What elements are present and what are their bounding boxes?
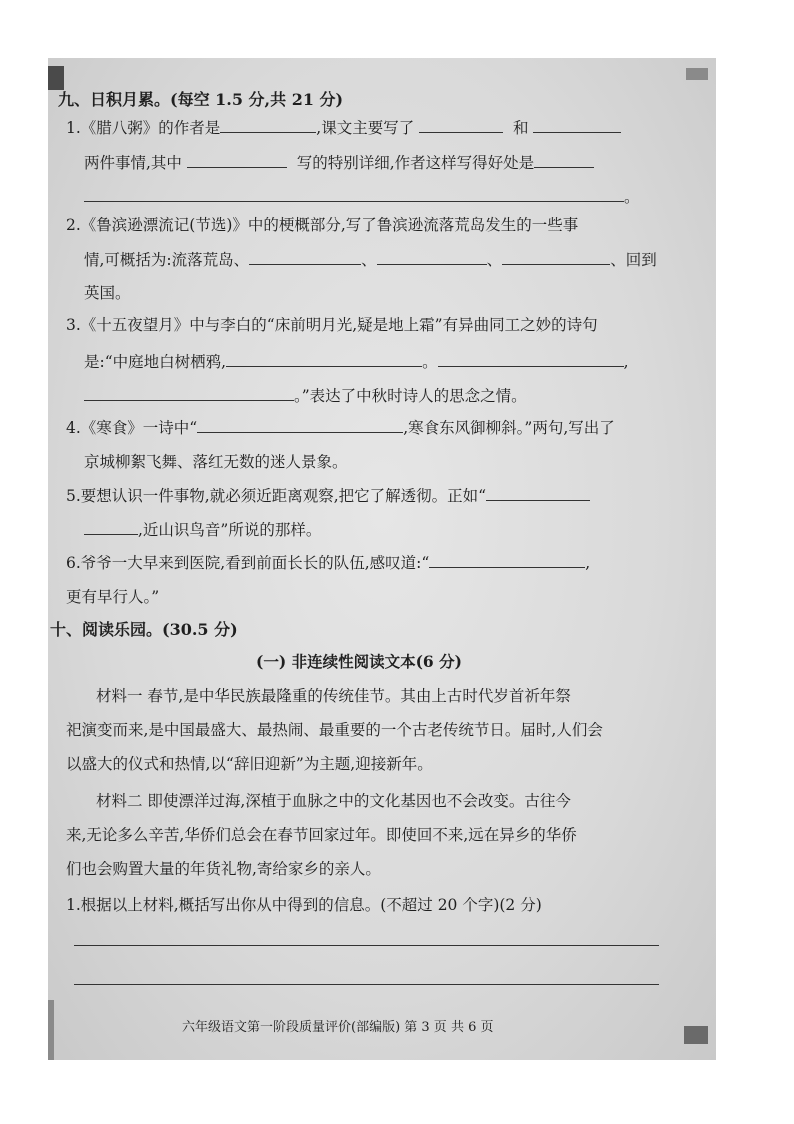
- answer-blank[interactable]: [84, 520, 138, 535]
- section-10-title: 十、阅读乐园。(30.5 分): [50, 620, 238, 639]
- q1-line1: 1.《腊八粥》的作者是 ,课文主要写了 和: [66, 118, 621, 138]
- answer-blank[interactable]: [187, 153, 287, 168]
- q2-line3: 英国。: [84, 284, 131, 302]
- q2-line2: 情,可概括为:流落荒岛、 、 、 、回到: [84, 251, 657, 269]
- reading-q1: 1.根据以上材料,概括写出你从中得到的信息。(不超过 20 个字)(2 分): [66, 896, 542, 914]
- answer-blank[interactable]: [226, 352, 422, 367]
- answer-blank[interactable]: [377, 250, 487, 265]
- answer-blank[interactable]: [486, 486, 590, 501]
- answer-blank[interactable]: [84, 386, 294, 401]
- answer-line[interactable]: [74, 945, 659, 946]
- q1-line2: 两件事情,其中 写的特别详细,作者这样写得好处是: [84, 153, 594, 173]
- material-1-line: 祀演变而来,是中国最盛大、最热闹、最重要的一个古老传统节日。届时,人们会: [66, 721, 603, 739]
- q1-line3: 。: [84, 187, 640, 207]
- page-tab-mark: [684, 1026, 708, 1044]
- material-1-line: 以盛大的仪式和热情,以“辞旧迎新”为主题,迎接新年。: [66, 755, 433, 773]
- answer-blank[interactable]: [429, 553, 585, 568]
- q2-line1: 2.《鲁滨逊漂流记(节选)》中的梗概部分,写了鲁滨逊流落荒岛发生的一些事: [66, 216, 579, 234]
- sub-section-title: (一) 非连续性阅读文本(6 分): [256, 652, 462, 671]
- answer-blank[interactable]: [533, 118, 621, 133]
- answer-blank[interactable]: [197, 418, 403, 433]
- page-footer: 六年级语文第一阶段质量评价(部编版) 第 3 页 共 6 页: [182, 1020, 494, 1035]
- q5-line1: 5.要想认识一件事物,就必须近距离观察,把它了解透彻。正如“: [66, 486, 590, 506]
- material-2-line: 材料二 即使漂洋过海,深植于血脉之中的文化基因也不会改变。古往今: [96, 792, 571, 810]
- material-1-line: 材料一 春节,是中华民族最隆重的传统佳节。其由上古时代岁首祈年祭: [96, 687, 571, 705]
- answer-blank[interactable]: [438, 352, 624, 367]
- answer-blank[interactable]: [419, 118, 503, 133]
- corner-shadow: [48, 1000, 54, 1060]
- answer-blank[interactable]: [220, 118, 316, 133]
- answer-blank[interactable]: [534, 153, 594, 168]
- q6-line2: 更有早行人。”: [66, 588, 160, 606]
- section-9-title: 九、日积月累。(每空 1.5 分,共 21 分): [58, 90, 344, 109]
- q3-line2: 是:“中庭地白树栖鸦, 。 ,: [84, 353, 629, 371]
- q3-line1: 3.《十五夜望月》中与李白的“床前明月光,疑是地上霜”有异曲同工之妙的诗句: [66, 316, 598, 334]
- q3-line3: 。”表达了中秋时诗人的思念之情。: [84, 386, 527, 406]
- q4-line2: 京城柳絮飞舞、落红无数的迷人景象。: [84, 453, 348, 471]
- page-tab-mark: [686, 68, 708, 80]
- material-2-line: 来,无论多么辛苦,华侨们总会在春节回家过年。即使回不来,远在异乡的华侨: [66, 826, 577, 844]
- answer-line[interactable]: [74, 984, 659, 985]
- q5-line2: ,近山识鸟音”所说的那样。: [84, 520, 321, 540]
- material-2-line: 们也会购置大量的年货礼物,寄给家乡的亲人。: [66, 860, 381, 878]
- answer-blank[interactable]: [84, 187, 624, 202]
- q6-line1: 6.爷爷一大早来到医院,看到前面长长的队伍,感叹道:“ ,: [66, 554, 591, 572]
- corner-shadow: [48, 66, 64, 90]
- q4-line1: 4.《寒食》一诗中“ ,寒食东风御柳斜。”两句,写出了: [66, 419, 615, 437]
- answer-blank[interactable]: [249, 250, 361, 265]
- answer-blank[interactable]: [502, 250, 610, 265]
